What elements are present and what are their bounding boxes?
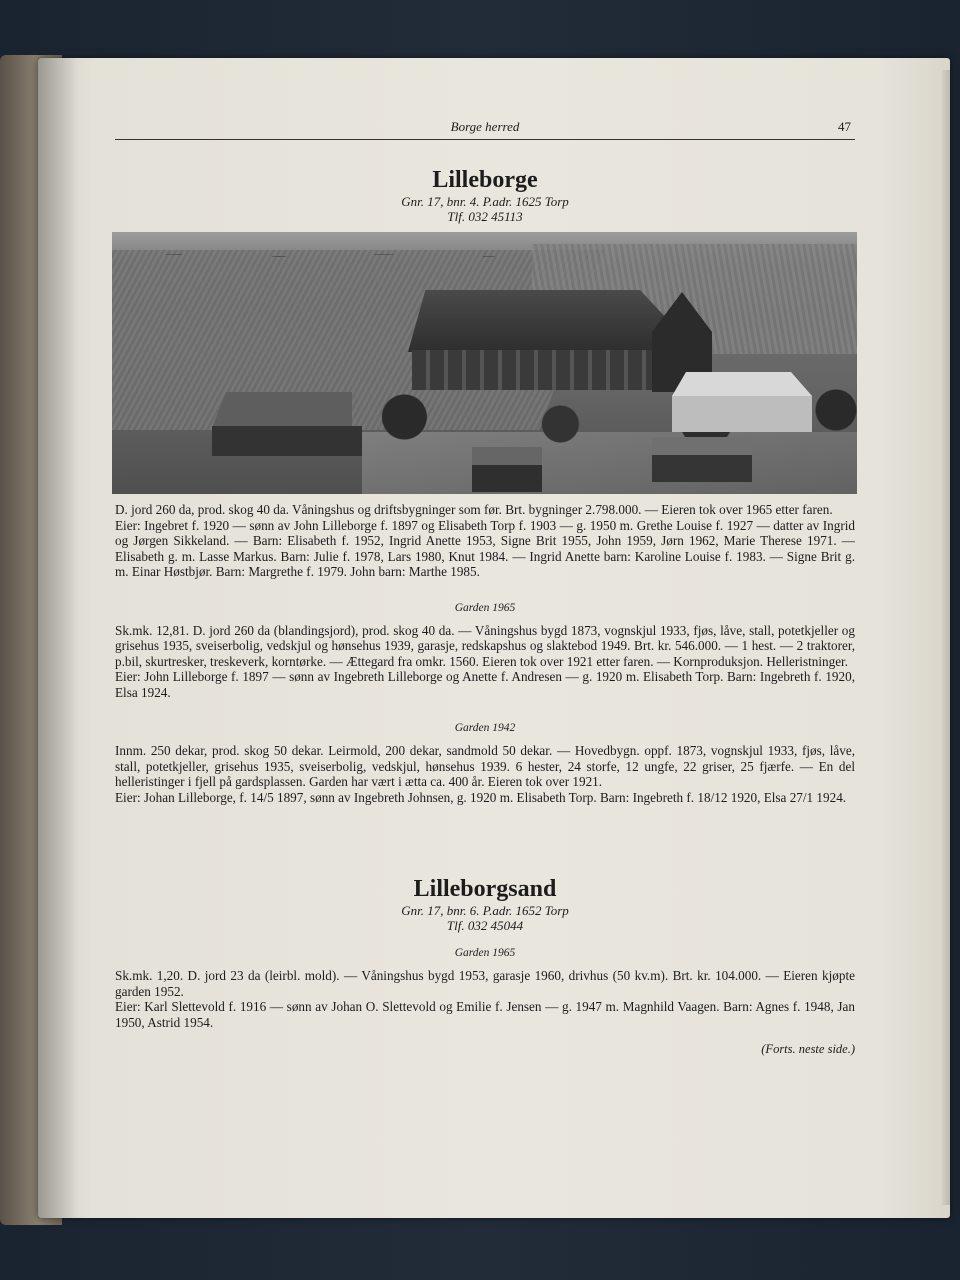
farm-photo	[112, 232, 857, 494]
running-head-title: Borge herred	[450, 119, 520, 134]
farm2-section-label-1965: Garden 1965	[454, 947, 516, 959]
section-1942-text: Innm. 250 dekar, prod. skog 50 dekar. Leirmold, 200 dekar, sandmold 50 dekar. — Hovedbygn. oppf. 1873, vognskjul 1933, fjøs, låve, stall, potetkjeller, grisehus 1935, sveiserbolig, vedskjul, hønsehus 1939. 6 hester, 24 storfe, 12 ungfe, 22 griser, 25 fjærfe. — En del helleristinger i fjell på gardsplassen. Garden har vært i ætta ca. 400 år. Eieren tok over 1921.	[115, 743, 855, 789]
farm2-address: Gnr. 17, bnr. 6. P.adr. 1652 Torp	[401, 903, 569, 918]
farm2-title: Lilleborgsand	[413, 876, 557, 902]
section-1942-owner: Eier: Johan Lilleborge, f. 14/5 1897, sønn av Ingebreth Johnsen, g. 1920 m. Elisabeth Torp. Barn: Ingebreth f. 18/12 1920, Elsa 27/1 1924.	[115, 789, 847, 805]
farm-phone: Tlf. 032 45113	[447, 209, 523, 224]
farm2-section-1965-owner: Eier: Karl Slettevold f. 1916 — sønn av Johan O. Slettevold og Emilie f. Jensen — g. 1947 m. Magnhild Vaagen. Barn: Agnes f. 1948, Jan 1950, Astrid 1954.	[115, 999, 855, 1030]
farm2-phone: Tlf. 032 45044	[446, 918, 524, 933]
section-1965-text: Sk.mk. 12,81. D. jord 260 da (blandingsjord), prod. skog 40 da. — Våningshus bygd 1873, vognskjul 1933, fjøs, låve, stall, potetkjeller og grisehus 1935, sveiserbolig, vedskjul og hønsehus 1939, garasje, redskapshus og slaktebod 1949. Brt. kr. 546.000. — 1 hest. — 2 traktorer, p.bil, skurtresker, treskeverk, korntørke. — Ættegard fra omkr. 1560. Eieren tok over 1921 etter faren. — Kornproduksjon. Helleristninger.	[115, 622, 855, 669]
section-1965-owner: Eier: John Lilleborge f. 1897 — sønn av Ingebreth Lilleborge og Anette f. Andresen — g. 1920 m. Elisabeth Torp. Barn: Ingebreth f. 1920, Elsa 1924.	[115, 669, 855, 700]
continued-note: (Forts. neste side.)	[761, 1042, 855, 1056]
page-number: 47	[838, 119, 851, 134]
photo-shed-roof	[212, 392, 352, 428]
farm-title: Lilleborge	[432, 167, 538, 193]
running-head	[115, 115, 855, 140]
photo-shed-wall	[212, 426, 362, 456]
farm2-section-1965-text: Sk.mk. 1,20. D. jord 23 da (leirbl. mold). — Våningshus bygd 1953, garasje 1960, drivhus (50 kv.m). Brt. kr. 104.000. — Eieren kjøpte garden 1952.	[115, 968, 855, 999]
farm-address: Gnr. 17, bnr. 4. P.adr. 1625 Torp	[401, 194, 569, 209]
photo-small-shed	[472, 447, 542, 492]
page-content	[115, 115, 855, 1057]
section-label-1965: Garden 1965	[454, 601, 516, 614]
photo-house	[672, 372, 812, 432]
page-stack-edge	[942, 70, 950, 1205]
photo-small-shed-2	[652, 437, 752, 482]
farm-owner: Eier: Ingebret f. 1920 — sønn av John Lilleborge f. 1897 og Elisabeth Torp f. 1903 — g. 1950 m. Grethe Louise f. 1927 — datter av Ingrid og Jørgen Sikkeland. — Barn: Elisabeth f. 1952, Ingrid Anette 1953, Signe Brit 1955, John 1959, Jørn 1962, Marie Therese 1971. — Elisabeth g. m. Lasse Markus. Barn: Julie f. 1978, Lars 1980, Knut 1984. — Ingrid Anette barn: Karoline Louise f. 1983. — Signe Brit g. m. Einar Høstbjør. Barn: Margrethe f. 1979. John barn: Marthe 1985.	[115, 517, 855, 579]
farm-intro: D. jord 260 da, prod. skog 40 da. Våningshus og driftsbygninger som før. Brt. bygninger 2.798.000. — Eieren tok over 1965 etter faren.	[115, 502, 833, 517]
section-label-1942: Garden 1942	[454, 722, 516, 734]
spine-shadow	[38, 58, 78, 1218]
photo-treeline	[132, 244, 552, 262]
